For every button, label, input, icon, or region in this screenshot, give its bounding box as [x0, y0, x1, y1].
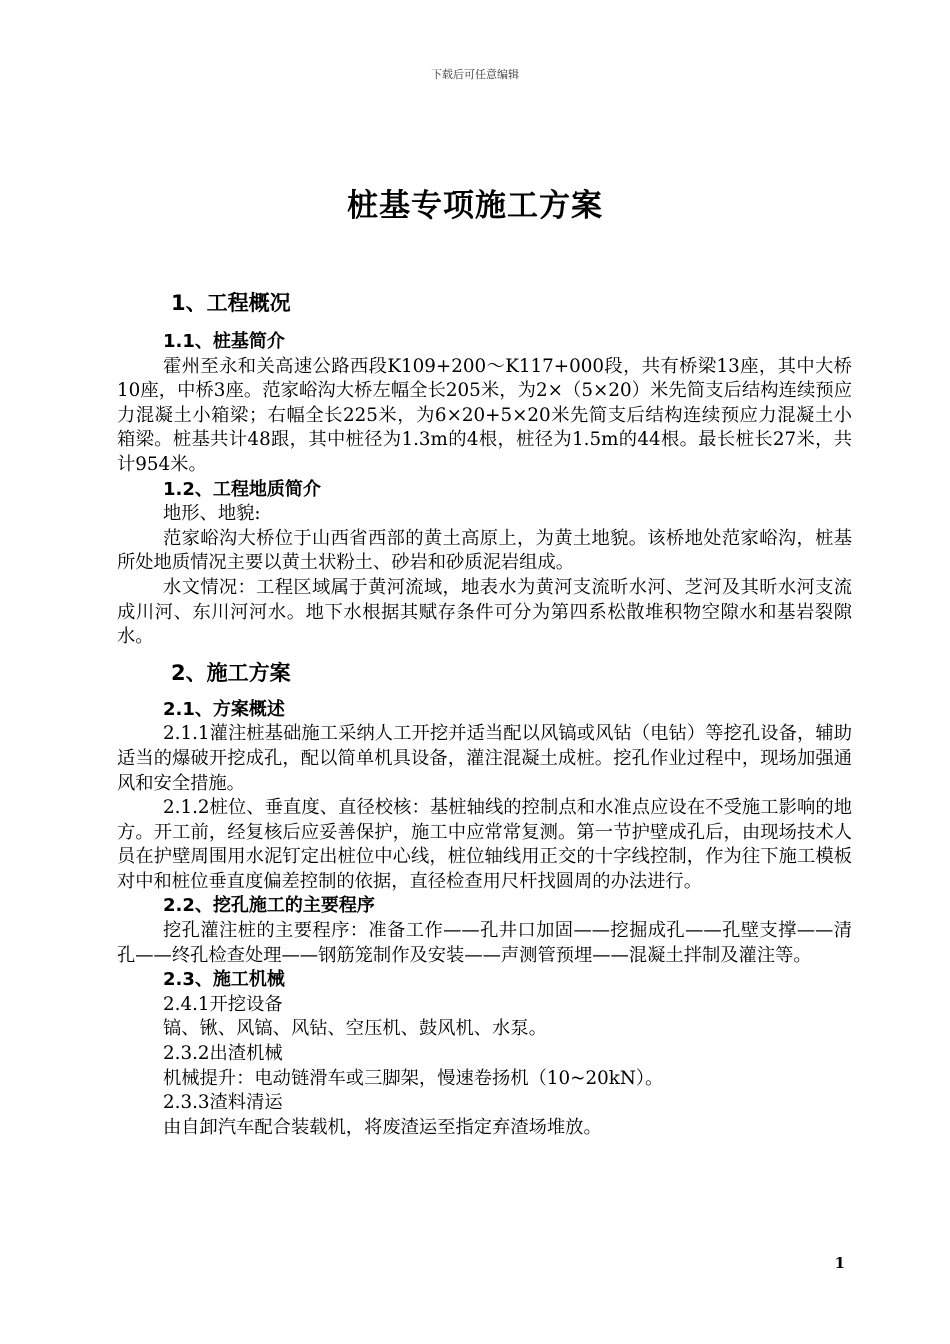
document-title: 桩基专项施工方案: [347, 188, 603, 224]
page-number: 1: [834, 1254, 845, 1272]
section-2-1-heading: 2.1、方案概述: [163, 698, 285, 720]
section-2-heading: 2、施工方案: [171, 660, 291, 685]
section-1-2-heading: 1.2、工程地质简介: [163, 478, 321, 500]
section-1-1-paragraph: 霍州至永和关高速公路西段K109+200～K117+000段，共有桥梁13座，其中大桥10座，中桥3座。范家峪沟大桥左幅全长205米，为2×（5×20）米先简支后结构连续预应力混凝土小箱梁；右幅全长225米，为6×20+5×20米先简支后结构连续预应力混凝土小箱梁。桩基共计48跟，其中桩径为1.3m的4根，桩径为1.5m的44根。最长桩长27米，共计954米。: [117, 355, 852, 475]
muck-removal-text: 机械提升：电动链滑车或三脚架，慢速卷扬机（10~20kN）。: [163, 1067, 664, 1089]
section-2-1-2-paragraph: 2.1.2桩位、垂直度、直径校核：基桩轴线的控制点和水准点应设在不受施工影响的地方。开工前，经复核后应妥善保护，施工中应常常复测。第一节护壁成孔后，由现场技术人员在护壁周围用水泥钉定出桩位中心线，桩位轴线用正交的十字线控制，作为往下施工模板对中和桩位垂直度偏差控制的依据，直径检查用尺杆找圆周的办法进行。: [117, 797, 852, 892]
document-body: [117, 286, 852, 1140]
header-note: 下载后可任意编辑: [431, 68, 519, 81]
excavation-equipment-text: 镐、锹、风镐、风钻、空压机、鼓风机、水泵。: [163, 1018, 547, 1040]
muck-transport-text: 由自卸汽车配合装载机，将废渣运至指定弃渣场堆放。: [163, 1116, 602, 1138]
excavation-equipment-label: 2.4.1开挖设备: [163, 993, 283, 1015]
section-2-1-1-paragraph: 2.1.1灌注桩基础施工采纳人工开挖并适当配以风镐或风钻（电钻）等挖孔设备，辅助适当的爆破开挖成孔，配以简单机具设备，灌注混凝土成桩。挖孔作业过程中，现场加强通风和安全措施。: [117, 723, 852, 794]
muck-transport-label: 2.3.3渣料清运: [163, 1092, 283, 1114]
hydrology-paragraph: 水文情况：工程区域属于黄河流域，地表水为黄河支流昕水河、芝河及其昕水河支流成川河、东川河河水。地下水根据其赋存条件可分为第四系松散堆积物空隙水和基岩裂隙水。: [117, 576, 852, 648]
section-2-2-paragraph: 挖孔灌注桩的主要程序：准备工作——孔井口加固——挖掘成孔——孔壁支撑——清孔——终孔检查处理——钢筋笼制作及安装——声测管预埋——混凝土拌制及灌注等。: [117, 920, 852, 966]
section-1-1-heading: 1.1、桩基简介: [163, 331, 285, 352]
section-2-3-heading: 2.3、施工机械: [163, 969, 285, 991]
terrain-label: 地形、地貌:: [163, 503, 261, 525]
section-2-2-heading: 2.2、挖孔施工的主要程序: [163, 895, 375, 917]
muck-removal-label: 2.3.2出渣机械: [163, 1043, 283, 1065]
terrain-paragraph: 范家峪沟大桥位于山西省西部的黄土高原上，为黄土地貌。该桥地处范家峪沟，桩基所处地质情况主要以黄土状粉土、砂岩和砂质泥岩组成。: [117, 527, 852, 574]
section-1-heading: 1、工程概况: [171, 291, 291, 315]
